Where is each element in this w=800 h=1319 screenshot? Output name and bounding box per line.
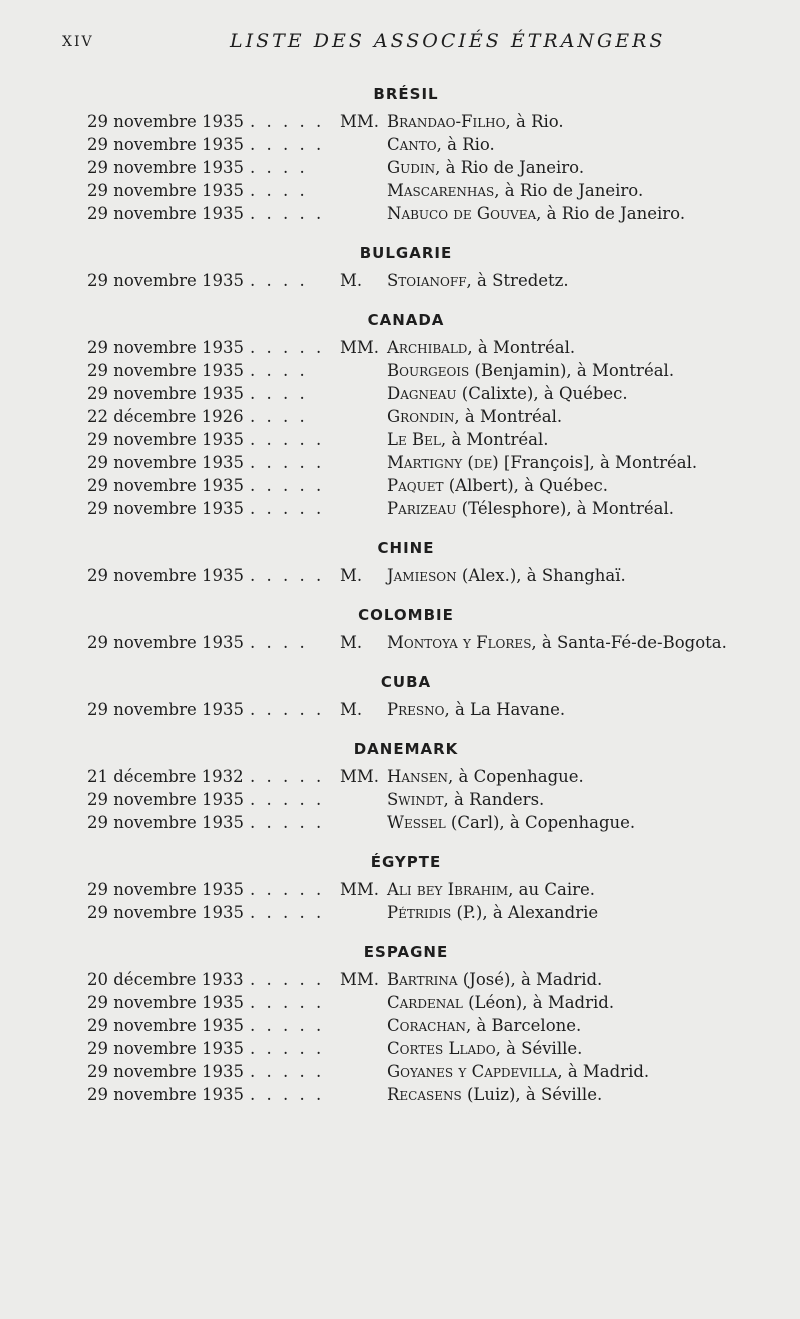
election-date: 29 novembre 1935 <box>87 790 244 809</box>
honorific: MM. <box>340 970 380 989</box>
leader-dots: . . . . . <box>250 430 325 449</box>
associate-details: (Alex.), à Shanghaï. <box>456 566 626 585</box>
leader-dots: . . . . <box>250 384 308 403</box>
leader-dots: . . . . . <box>250 453 325 472</box>
associate-surname: Le Bel <box>387 430 441 449</box>
election-date: 29 novembre 1935 <box>87 112 244 131</box>
associate-details: , à Séville. <box>495 1039 583 1058</box>
honorific: M. <box>340 633 363 652</box>
honorific: MM. <box>340 767 380 786</box>
election-date: 29 novembre 1935 <box>87 566 244 585</box>
honorific: MM. <box>340 112 380 131</box>
associate-name <box>387 179 643 202</box>
list-item <box>0 474 800 497</box>
associate-name <box>387 765 584 788</box>
leader-dots: . . . . . <box>250 135 325 154</box>
associate-surname: Grondin <box>387 407 455 426</box>
list-item <box>0 269 800 292</box>
section-gap <box>0 1106 800 1118</box>
associate-details: , au Caire. <box>508 880 595 899</box>
associate-details: (Télesphore), à Montréal. <box>456 499 674 518</box>
associate-details: , à Montréal. <box>454 407 563 426</box>
country-heading: BRÉSIL <box>373 85 439 103</box>
election-date: 29 novembre 1935 <box>87 1062 244 1081</box>
leader-dots: . . . . . <box>250 767 325 786</box>
page-header <box>0 30 800 54</box>
leader-dots: . . . . . <box>250 204 325 223</box>
associate-surname: Canto <box>387 135 437 154</box>
section-gap <box>0 924 800 936</box>
country-heading: CANADA <box>367 311 445 329</box>
honorific: M. <box>340 271 363 290</box>
associate-details: , à Montréal. <box>467 338 576 357</box>
associate-name <box>387 474 608 497</box>
associate-name <box>387 202 685 225</box>
list-item <box>0 765 800 788</box>
associate-name <box>387 405 562 428</box>
associate-name <box>387 428 549 451</box>
list-item <box>0 631 800 654</box>
election-date: 29 novembre 1935 <box>87 338 244 357</box>
list-item <box>0 1083 800 1106</box>
associate-surname: Recasens <box>387 1085 462 1104</box>
associate-details: , à Madrid. <box>557 1062 650 1081</box>
associate-surname: Ali bey Ibrahim <box>387 880 509 899</box>
associate-name <box>387 1060 649 1083</box>
list-item <box>0 564 800 587</box>
leader-dots: . . . . . <box>250 499 325 518</box>
associate-details: , à Barcelone. <box>465 1016 582 1035</box>
leader-dots: . . . . . <box>250 813 325 832</box>
list-item <box>0 878 800 901</box>
election-date: 29 novembre 1935 <box>87 204 244 223</box>
election-date: 29 novembre 1935 <box>87 993 244 1012</box>
section-gap <box>0 225 800 237</box>
associate-name <box>387 811 635 834</box>
associate-details: , à Montréal. <box>440 430 549 449</box>
associate-details: , à Randers. <box>443 790 545 809</box>
associate-surname: Archibald <box>387 338 468 357</box>
associate-surname: Bourgeois <box>387 361 470 380</box>
list-item <box>0 133 800 156</box>
leader-dots: . . . . . <box>250 970 325 989</box>
page-number: XIV <box>62 34 94 50</box>
election-date: 29 novembre 1935 <box>87 271 244 290</box>
associate-details: , à Rio. <box>436 135 495 154</box>
associate-details: , à Rio de Janeiro. <box>494 181 644 200</box>
list-item <box>0 451 800 474</box>
running-title: LISTE DES ASSOCIÉS ÉTRANGERS <box>230 30 666 52</box>
list-item <box>0 811 800 834</box>
associate-name <box>387 133 495 156</box>
country-section <box>0 846 800 936</box>
leader-dots: . . . . . <box>250 993 325 1012</box>
election-date: 20 décembre 1933 <box>87 970 244 989</box>
list-item <box>0 1037 800 1060</box>
leader-dots: . . . . . <box>250 1062 325 1081</box>
associate-details: (Calixte), à Québec. <box>456 384 628 403</box>
honorific: M. <box>340 566 363 585</box>
associate-surname: Hansen <box>387 767 449 786</box>
country-heading: CHINE <box>377 539 435 557</box>
associate-name <box>387 382 628 405</box>
country-heading: BULGARIE <box>359 244 453 262</box>
election-date: 29 novembre 1935 <box>87 384 244 403</box>
leader-dots: . . . . . <box>250 790 325 809</box>
list-item <box>0 968 800 991</box>
leader-dots: . . . . <box>250 361 308 380</box>
leader-dots: . . . . . <box>250 700 325 719</box>
associate-name <box>387 336 575 359</box>
country-section <box>0 733 800 846</box>
list-item <box>0 156 800 179</box>
associate-surname: Presno <box>387 700 445 719</box>
list-item <box>0 359 800 382</box>
associate-surname: Nabuco de Gouvea <box>387 204 537 223</box>
election-date: 29 novembre 1935 <box>87 135 244 154</box>
election-date: 29 novembre 1935 <box>87 1085 244 1104</box>
leader-dots: . . . . <box>250 271 308 290</box>
associate-name <box>387 968 602 991</box>
leader-dots: . . . . . <box>250 903 325 922</box>
section-gap <box>0 721 800 733</box>
country-heading: CUBA <box>380 673 432 691</box>
election-date: 21 décembre 1932 <box>87 767 244 786</box>
election-date: 29 novembre 1935 <box>87 813 244 832</box>
section-gap <box>0 654 800 666</box>
election-date: 29 novembre 1935 <box>87 633 244 652</box>
list-item <box>0 1014 800 1037</box>
associate-surname: Montoya y Flores <box>387 633 532 652</box>
associate-details: , à Rio de Janeiro. <box>536 204 686 223</box>
associate-details: , à Copenhague. <box>448 767 584 786</box>
section-gap <box>0 520 800 532</box>
associate-name <box>387 269 569 292</box>
associate-name <box>387 564 626 587</box>
associate-details: [François], à Montréal. <box>498 453 698 472</box>
associate-surname: Mascarenhas <box>387 181 495 200</box>
list-item <box>0 179 800 202</box>
list-item <box>0 202 800 225</box>
associate-surname: Bartrina <box>387 970 458 989</box>
associate-name <box>387 991 614 1014</box>
list-item <box>0 110 800 133</box>
country-section <box>0 237 800 304</box>
associate-surname: Paquet <box>387 476 444 495</box>
associate-surname: Martigny (de) <box>387 453 499 472</box>
associate-surname: Wessel <box>387 813 446 832</box>
country-section <box>0 532 800 599</box>
honorific: M. <box>340 700 363 719</box>
leader-dots: . . . . . <box>250 566 325 585</box>
associate-name <box>387 788 544 811</box>
associate-surname: Corachan <box>387 1016 466 1035</box>
election-date: 29 novembre 1935 <box>87 453 244 472</box>
associate-surname: Parizeau <box>387 499 457 518</box>
election-date: 29 novembre 1935 <box>87 1016 244 1035</box>
associate-name <box>387 110 564 133</box>
section-gap <box>0 587 800 599</box>
associate-details: , à Rio. <box>505 112 564 131</box>
election-date: 29 novembre 1935 <box>87 700 244 719</box>
list-item <box>0 382 800 405</box>
associate-surname: Stoianoff <box>387 271 467 290</box>
list-item <box>0 497 800 520</box>
associate-details: , à Stredetz. <box>466 271 569 290</box>
list-item <box>0 405 800 428</box>
leader-dots: . . . . <box>250 633 308 652</box>
list-item <box>0 788 800 811</box>
associate-details: (Carl), à Copenhague. <box>445 813 636 832</box>
election-date: 29 novembre 1935 <box>87 430 244 449</box>
associate-details: (Benjamin), à Montréal. <box>469 361 675 380</box>
election-date: 29 novembre 1935 <box>87 361 244 380</box>
associate-surname: Cortes Llado <box>387 1039 496 1058</box>
associate-surname: Gudin <box>387 158 436 177</box>
associate-name <box>387 1083 602 1106</box>
country-heading: COLOMBIE <box>358 606 454 624</box>
associate-surname: Jamieson <box>387 566 457 585</box>
country-section <box>0 304 800 532</box>
leader-dots: . . . . . <box>250 112 325 131</box>
associate-name <box>387 878 595 901</box>
associates-list <box>0 78 800 1118</box>
country-heading: DANEMARK <box>353 740 459 758</box>
election-date: 29 novembre 1935 <box>87 499 244 518</box>
associate-name <box>387 901 598 924</box>
section-gap <box>0 292 800 304</box>
country-section <box>0 666 800 733</box>
honorific: MM. <box>340 338 380 357</box>
associate-details: (P.), à Alexandrie <box>451 903 599 922</box>
list-item <box>0 1060 800 1083</box>
leader-dots: . . . . . <box>250 1039 325 1058</box>
leader-dots: . . . . . <box>250 476 325 495</box>
associate-surname: Pétridis <box>387 903 452 922</box>
list-item <box>0 428 800 451</box>
associate-details: (Luiz), à Séville. <box>461 1085 603 1104</box>
leader-dots: . . . . . <box>250 880 325 899</box>
associate-surname: Brandao-Filho <box>387 112 506 131</box>
associate-name <box>387 359 674 382</box>
list-item <box>0 698 800 721</box>
associate-name <box>387 631 727 654</box>
associate-name <box>387 497 674 520</box>
associate-details: (José), à Madrid. <box>457 970 603 989</box>
associate-surname: Dagneau <box>387 384 457 403</box>
list-item <box>0 991 800 1014</box>
election-date: 22 décembre 1926 <box>87 407 244 426</box>
associate-details: , à La Havane. <box>444 700 566 719</box>
leader-dots: . . . . . <box>250 1016 325 1035</box>
country-heading: ESPAGNE <box>363 943 449 961</box>
leader-dots: . . . . <box>250 407 308 426</box>
leader-dots: . . . . . <box>250 338 325 357</box>
associate-name <box>387 156 584 179</box>
country-heading: ÉGYPTE <box>370 853 442 871</box>
associate-name <box>387 1014 581 1037</box>
election-date: 29 novembre 1935 <box>87 181 244 200</box>
associate-details: (Albert), à Québec. <box>443 476 608 495</box>
associate-surname: Swindt <box>387 790 444 809</box>
associate-name <box>387 451 697 474</box>
associate-details: , à Rio de Janeiro. <box>435 158 585 177</box>
leader-dots: . . . . . <box>250 1085 325 1104</box>
election-date: 29 novembre 1935 <box>87 880 244 899</box>
country-section <box>0 599 800 666</box>
election-date: 29 novembre 1935 <box>87 476 244 495</box>
leader-dots: . . . . <box>250 158 308 177</box>
associate-name <box>387 1037 582 1060</box>
associate-name <box>387 698 565 721</box>
honorific: MM. <box>340 880 380 899</box>
associate-surname: Goyanes y Capdevilla <box>387 1062 558 1081</box>
country-section <box>0 78 800 237</box>
election-date: 29 novembre 1935 <box>87 903 244 922</box>
associate-details: , à Santa-Fé-de-Bogota. <box>531 633 727 652</box>
leader-dots: . . . . <box>250 181 308 200</box>
election-date: 29 novembre 1935 <box>87 158 244 177</box>
section-gap <box>0 834 800 846</box>
associate-details: (Léon), à Madrid. <box>462 993 615 1012</box>
election-date: 29 novembre 1935 <box>87 1039 244 1058</box>
list-item <box>0 901 800 924</box>
country-section <box>0 936 800 1118</box>
associate-surname: Cardenal <box>387 993 463 1012</box>
list-item <box>0 336 800 359</box>
